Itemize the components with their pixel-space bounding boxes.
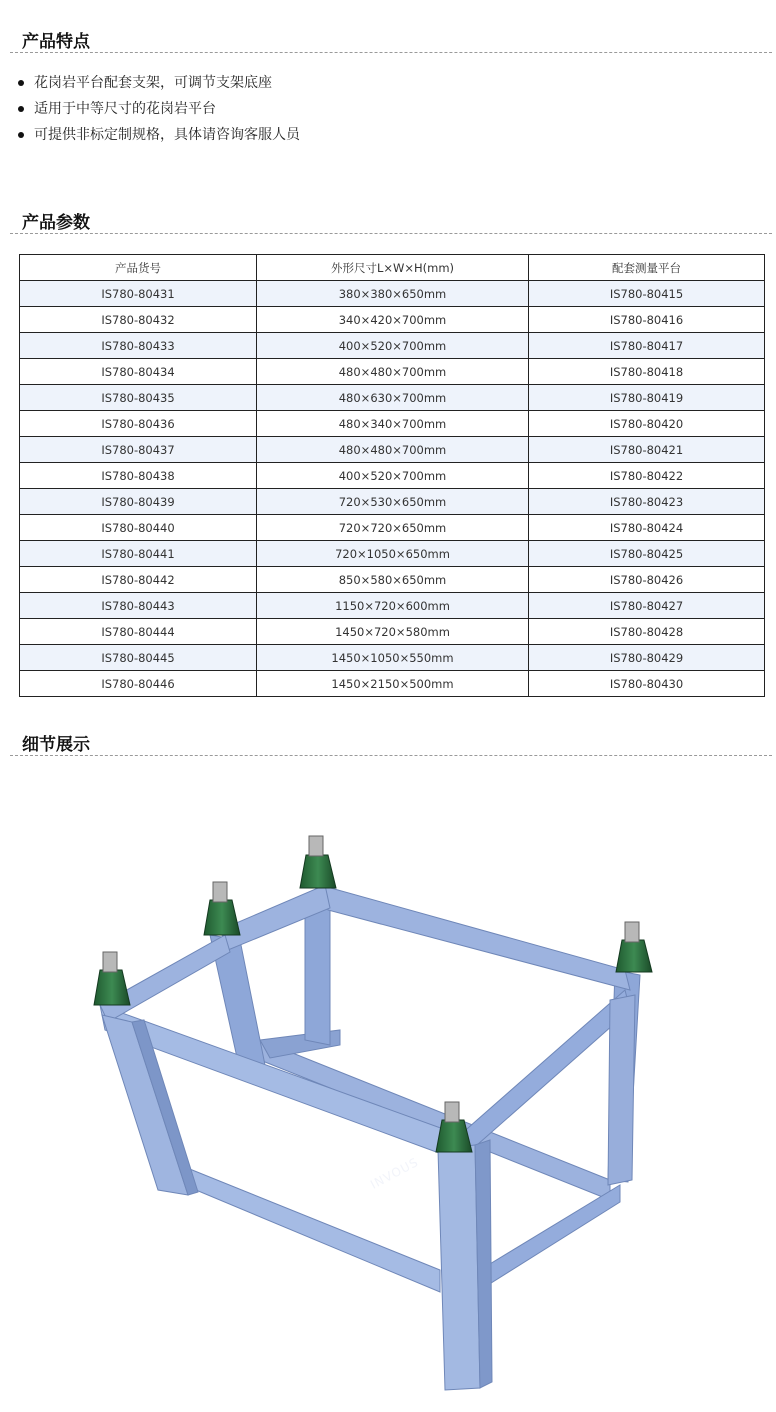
platform-cell: IS780-80425 (529, 541, 765, 567)
size-cell: 380×380×650mm (257, 281, 529, 307)
table-row (20, 333, 765, 359)
platform-cell: IS780-80429 (529, 645, 765, 671)
sku-cell: IS780-80435 (20, 385, 257, 411)
size-cell: 480×480×700mm (257, 437, 529, 463)
params-divider (10, 233, 772, 234)
features-divider (10, 52, 772, 53)
platform-cell: IS780-80428 (529, 619, 765, 645)
sku-cell: IS780-80443 (20, 593, 257, 619)
sku-cell: IS780-80439 (20, 489, 257, 515)
table-row (20, 671, 765, 697)
params-title: 产品参数 (22, 213, 90, 233)
sku-cell: IS780-80436 (20, 411, 257, 437)
table-row (20, 307, 765, 333)
size-cell: 480×340×700mm (257, 411, 529, 437)
platform-cell: IS780-80418 (529, 359, 765, 385)
platform-cell: IS780-80424 (529, 515, 765, 541)
platform-cell: IS780-80427 (529, 593, 765, 619)
sku-cell: IS780-80434 (20, 359, 257, 385)
sku-cell: IS780-80445 (20, 645, 257, 671)
table-header-row (20, 255, 765, 281)
table-row (20, 489, 765, 515)
table-row (20, 463, 765, 489)
table-row (20, 645, 765, 671)
sku-cell: IS780-80438 (20, 463, 257, 489)
platform-cell: IS780-80426 (529, 567, 765, 593)
features-title: 产品特点 (22, 32, 90, 52)
features-list (16, 70, 300, 148)
size-cell: 480×630×700mm (257, 385, 529, 411)
table-body (20, 281, 765, 697)
size-cell: 720×1050×650mm (257, 541, 529, 567)
product-photo-stand (60, 800, 736, 1400)
column-header-size: 外形尺寸L×W×H(mm) (257, 255, 529, 281)
size-cell: 400×520×700mm (257, 463, 529, 489)
table-row (20, 567, 765, 593)
size-cell: 850×580×650mm (257, 567, 529, 593)
feature-item: 适用于中等尺寸的花岗岩平台 (16, 96, 300, 122)
feature-item: 花岗岩平台配套支架，可调节支架底座 (16, 70, 300, 96)
table-row (20, 281, 765, 307)
params-table (19, 254, 765, 697)
size-cell: 480×480×700mm (257, 359, 529, 385)
platform-cell: IS780-80421 (529, 437, 765, 463)
column-header-sku: 产品货号 (20, 255, 257, 281)
platform-cell: IS780-80416 (529, 307, 765, 333)
platform-cell: IS780-80417 (529, 333, 765, 359)
table-row (20, 515, 765, 541)
table-row (20, 593, 765, 619)
size-cell: 720×720×650mm (257, 515, 529, 541)
column-header-platform: 配套测量平台 (529, 255, 765, 281)
size-cell: 1450×2150×500mm (257, 671, 529, 697)
sku-cell: IS780-80441 (20, 541, 257, 567)
platform-cell: IS780-80420 (529, 411, 765, 437)
table-row (20, 619, 765, 645)
platform-cell: IS780-80423 (529, 489, 765, 515)
size-cell: 1450×720×580mm (257, 619, 529, 645)
platform-cell: IS780-80415 (529, 281, 765, 307)
size-cell: 720×530×650mm (257, 489, 529, 515)
sku-cell: IS780-80442 (20, 567, 257, 593)
table-row (20, 541, 765, 567)
size-cell: 340×420×700mm (257, 307, 529, 333)
sku-cell: IS780-80433 (20, 333, 257, 359)
details-divider (10, 755, 772, 756)
table-row (20, 359, 765, 385)
sku-cell: IS780-80446 (20, 671, 257, 697)
platform-cell: IS780-80430 (529, 671, 765, 697)
sku-cell: IS780-80431 (20, 281, 257, 307)
size-cell: 400×520×700mm (257, 333, 529, 359)
table-row (20, 385, 765, 411)
sku-cell: IS780-80444 (20, 619, 257, 645)
table-row (20, 411, 765, 437)
feature-item: 可提供非标定制规格，具体请咨询客服人员 (16, 122, 300, 148)
sku-cell: IS780-80440 (20, 515, 257, 541)
platform-cell: IS780-80419 (529, 385, 765, 411)
size-cell: 1450×1050×550mm (257, 645, 529, 671)
brand-mark: INVOUS (368, 1154, 421, 1192)
sku-cell: IS780-80432 (20, 307, 257, 333)
sku-cell: IS780-80437 (20, 437, 257, 463)
table-row (20, 437, 765, 463)
details-title: 细节展示 (22, 735, 90, 755)
platform-cell: IS780-80422 (529, 463, 765, 489)
size-cell: 1150×720×600mm (257, 593, 529, 619)
